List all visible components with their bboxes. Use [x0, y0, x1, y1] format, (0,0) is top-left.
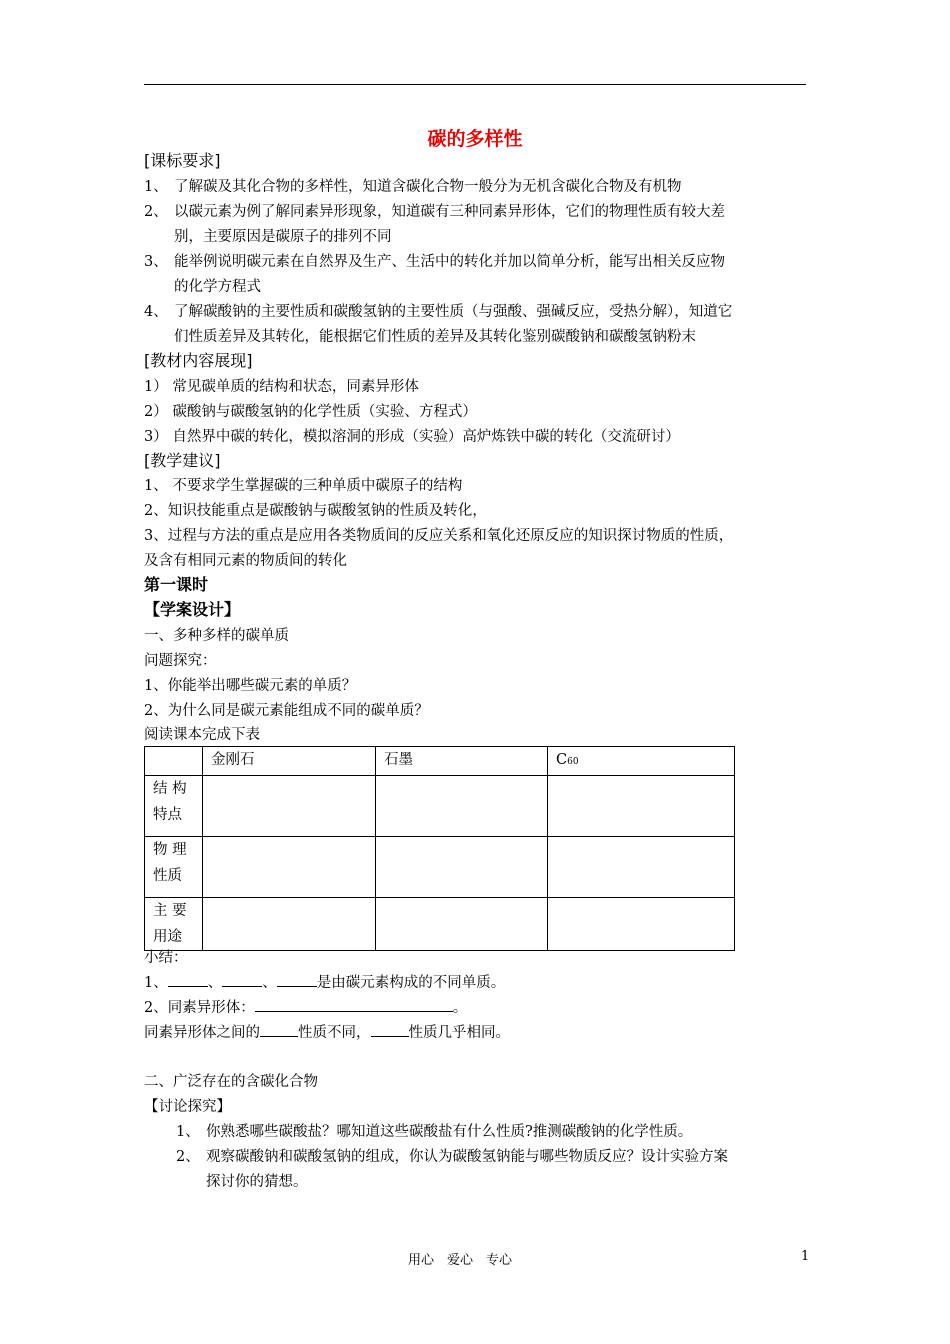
- table-row: [145, 776, 735, 837]
- answer-cell[interactable]: [203, 837, 376, 898]
- section-heading-kebiao: [课标要求]: [144, 151, 221, 170]
- kebiao-line: 了解碳酸钠的主要性质和碳酸氢钠的主要性质（与强酸、强碱反应，受热分解），知道它: [174, 304, 733, 320]
- fill-blank[interactable]: [277, 972, 317, 987]
- row-header-line: 特点: [153, 807, 182, 823]
- summary-separator: 、: [207, 975, 223, 991]
- page-title: 碳的多样性: [427, 128, 523, 150]
- fill-blank[interactable]: [371, 1022, 409, 1037]
- section-heading-jianyi: [教学建议]: [144, 451, 221, 470]
- fill-blank[interactable]: [255, 997, 453, 1012]
- summary-separator: 、: [262, 975, 277, 991]
- read-instruction: 阅读课本完成下表: [144, 727, 260, 743]
- answer-cell[interactable]: [376, 776, 548, 837]
- answer-cell[interactable]: [376, 837, 548, 898]
- summary-line-2: [144, 997, 467, 1018]
- fill-blank[interactable]: [222, 972, 262, 987]
- column-header-c60: [548, 747, 735, 776]
- summary-text: 性质几乎相同。: [408, 1025, 510, 1041]
- kebiao-line: 的化学方程式: [174, 279, 261, 295]
- summary-text: 同素异形体之间的: [144, 1025, 260, 1041]
- row-header-line: 物 理: [153, 842, 187, 858]
- jiaocai-item: 1） 常见碳单质的结构和状态，同素异形体: [144, 379, 419, 395]
- design-heading: 【学案设计】: [144, 600, 241, 619]
- kebiao-line: 们性质差异及其转化，能根据它们性质的差异及其转化鉴别碳酸钠和碳酸氢钠粉末: [174, 329, 696, 345]
- question-1: 1、你能举出哪些碳元素的单质？: [144, 678, 357, 694]
- table-row: [145, 898, 735, 951]
- discuss-num-1: 1、: [176, 1124, 200, 1140]
- answer-cell[interactable]: [548, 776, 735, 837]
- kebiao-num-2: 2、: [144, 204, 168, 220]
- answer-cell[interactable]: [548, 898, 735, 951]
- row-header-uses: [145, 898, 203, 951]
- kebiao-line: 了解碳及其化合物的多样性，知道含碳化合物一般分为无机含碳化合物及有机物: [174, 179, 682, 195]
- part2-heading: 二、广泛存在的含碳化合物: [144, 1074, 318, 1090]
- row-header-line: 性质: [153, 868, 182, 884]
- jianyi-item: 2、知识技能重点是碳酸钠与碳酸氢钠的性质及转化，: [144, 503, 487, 519]
- row-header-physical: [145, 837, 203, 898]
- part1-heading: 一、多种多样的碳单质: [144, 628, 289, 644]
- discuss-line: 探讨你的猜想。: [206, 1174, 308, 1190]
- section-heading-jiaocai: [教材内容展现]: [144, 351, 253, 370]
- summary-suffix: 是由碳元素构成的不同单质。: [316, 975, 506, 991]
- kebiao-line: 别，主要原因是碳原子的排列不同: [174, 229, 392, 245]
- summary-line-3: [144, 1022, 510, 1043]
- footer-motto: 用心 爱心 专心: [408, 1253, 513, 1268]
- allotrope-table: [144, 746, 735, 951]
- kebiao-line: 能举例说明碳元素在自然界及生产、生活中的转化并加以简单分析，能写出相关反应物: [174, 254, 725, 270]
- column-header-graphite: 石墨: [376, 747, 548, 776]
- c60-subscript: 60: [567, 757, 579, 767]
- table-header-row: [145, 747, 735, 776]
- explore-label: 问题探究：: [144, 653, 217, 669]
- summary-prefix: 1、: [144, 975, 168, 991]
- jianyi-item: 3、过程与方法的重点是应用各类物质间的反应关系和氧化还原反应的知识探讨物质的性质，: [144, 528, 734, 544]
- row-header-line: 主 要: [153, 903, 187, 919]
- summary-suffix: 。: [452, 1000, 468, 1016]
- summary-label: 小结：: [144, 950, 188, 966]
- c60-symbol: C: [556, 752, 568, 768]
- row-header-line: 用途: [153, 929, 182, 945]
- fill-blank[interactable]: [168, 972, 208, 987]
- jianyi-item: 1、 不要求学生掌握碳的三种单质中碳原子的结构: [144, 478, 463, 494]
- page-number: 1: [801, 1249, 810, 1264]
- table-row: [145, 837, 735, 898]
- kebiao-num-3: 3、: [144, 254, 168, 270]
- answer-cell[interactable]: [548, 837, 735, 898]
- kebiao-num-4: 4、: [144, 304, 168, 320]
- discuss-num-2: 2、: [176, 1149, 200, 1165]
- column-header-diamond: 金刚石: [203, 747, 376, 776]
- discuss-heading: 【讨论探究】: [144, 1099, 231, 1115]
- answer-cell[interactable]: [376, 898, 548, 951]
- discuss-line: 观察碳酸钠和碳酸氢钠的组成，你认为碳酸氢钠能与哪些物质反应？设计实验方案: [206, 1149, 728, 1165]
- summary-prefix: 2、同素异形体：: [144, 1000, 255, 1016]
- jiaocai-item: 2） 碳酸钠与碳酸氢钠的化学性质（实验、方程式）: [144, 404, 477, 420]
- header-rule: [144, 84, 806, 85]
- jiaocai-item: 3） 自然界中碳的转化，模拟溶洞的形成（实验）高炉炼铁中碳的转化（交流研讨）: [144, 429, 680, 445]
- lesson-heading: 第一课时: [144, 575, 209, 594]
- fill-blank[interactable]: [260, 1022, 298, 1037]
- table-corner-cell: [145, 747, 203, 776]
- kebiao-line: 以碳元素为例了解同素异形现象，知道碳有三种同素异形体，它们的物理性质有较大差: [174, 204, 725, 220]
- jianyi-item: 及含有相同元素的物质间的转化: [144, 553, 347, 569]
- answer-cell[interactable]: [203, 898, 376, 951]
- answer-cell[interactable]: [203, 776, 376, 837]
- summary-line-1: [144, 972, 505, 993]
- question-2: 2、为什么同是碳元素能组成不同的碳单质？: [144, 703, 429, 719]
- discuss-line: 你熟悉哪些碳酸盐？哪知道这些碳酸盐有什么性质?推测碳酸钠的化学性质。: [206, 1124, 693, 1140]
- summary-text: 性质不同，: [298, 1025, 371, 1041]
- row-header-line: 结 构: [153, 781, 187, 797]
- row-header-structure: [145, 776, 203, 837]
- kebiao-num-1: 1、: [144, 179, 168, 195]
